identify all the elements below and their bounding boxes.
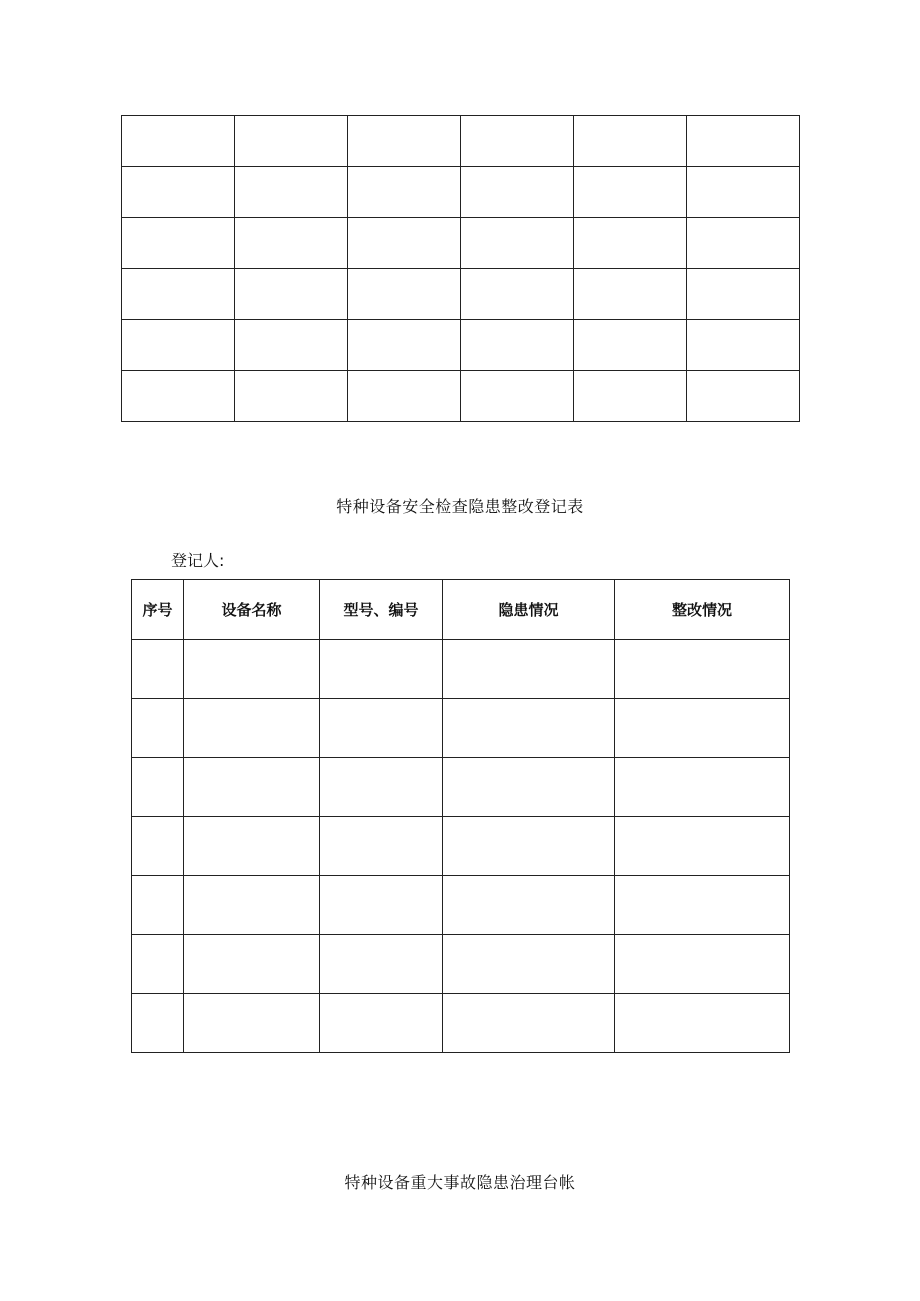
table-cell bbox=[122, 218, 235, 269]
table-cell bbox=[184, 876, 320, 935]
table-cell bbox=[615, 758, 790, 817]
column-header-equipment-name: 设备名称 bbox=[184, 580, 320, 640]
table-cell bbox=[461, 371, 574, 422]
table-cell bbox=[320, 640, 443, 699]
registrar-label: 登记人: bbox=[171, 551, 225, 570]
table-header-row bbox=[132, 580, 790, 640]
table-row bbox=[132, 758, 790, 817]
table-cell bbox=[443, 935, 615, 994]
table-cell bbox=[348, 167, 461, 218]
table-cell bbox=[122, 269, 235, 320]
table-row bbox=[132, 817, 790, 876]
table-cell bbox=[348, 269, 461, 320]
table-cell bbox=[235, 218, 348, 269]
table-cell bbox=[687, 371, 800, 422]
table-cell bbox=[687, 167, 800, 218]
table-cell bbox=[461, 167, 574, 218]
table-cell bbox=[132, 994, 184, 1053]
rectification-table bbox=[131, 579, 790, 1053]
table-cell bbox=[235, 320, 348, 371]
table-row bbox=[132, 699, 790, 758]
table-cell bbox=[132, 876, 184, 935]
table-cell bbox=[615, 640, 790, 699]
table-cell bbox=[461, 116, 574, 167]
table-cell bbox=[348, 320, 461, 371]
table-cell bbox=[122, 371, 235, 422]
table-row bbox=[132, 640, 790, 699]
table-row bbox=[122, 320, 800, 371]
table-cell bbox=[235, 371, 348, 422]
table-cell bbox=[461, 269, 574, 320]
table-cell bbox=[687, 218, 800, 269]
table-row bbox=[122, 269, 800, 320]
table-cell bbox=[574, 269, 687, 320]
table-cell bbox=[687, 269, 800, 320]
table-cell bbox=[574, 320, 687, 371]
table-cell bbox=[184, 758, 320, 817]
table-cell bbox=[184, 817, 320, 876]
table-cell bbox=[320, 935, 443, 994]
table-cell bbox=[320, 994, 443, 1053]
table-cell bbox=[122, 320, 235, 371]
table-cell bbox=[320, 758, 443, 817]
ledger-title: 特种设备重大事故隐患治理台帐 bbox=[344, 1173, 576, 1192]
table-cell bbox=[443, 994, 615, 1053]
table-cell bbox=[184, 935, 320, 994]
table-cell bbox=[132, 699, 184, 758]
table-cell bbox=[348, 218, 461, 269]
table-row bbox=[122, 218, 800, 269]
table-cell bbox=[320, 876, 443, 935]
column-header-rectification-status: 整改情况 bbox=[615, 580, 790, 640]
table-cell bbox=[687, 116, 800, 167]
table-cell bbox=[615, 935, 790, 994]
table-row bbox=[122, 167, 800, 218]
table-row bbox=[132, 876, 790, 935]
table-cell bbox=[461, 320, 574, 371]
table-row bbox=[122, 371, 800, 422]
table-row bbox=[132, 994, 790, 1053]
table-cell bbox=[184, 994, 320, 1053]
table-cell bbox=[443, 758, 615, 817]
column-header-serial-no: 序号 bbox=[132, 580, 184, 640]
table-cell bbox=[615, 876, 790, 935]
table-cell bbox=[443, 640, 615, 699]
table-cell bbox=[184, 640, 320, 699]
rectification-form-title: 特种设备安全检查隐患整改登记表 bbox=[336, 497, 584, 516]
table-cell bbox=[574, 218, 687, 269]
table-cell bbox=[443, 817, 615, 876]
table-cell bbox=[461, 218, 574, 269]
column-header-model-number: 型号、编号 bbox=[320, 580, 443, 640]
table-cell bbox=[574, 167, 687, 218]
table-row bbox=[132, 935, 790, 994]
table-cell bbox=[348, 116, 461, 167]
table-cell bbox=[443, 699, 615, 758]
table-cell bbox=[122, 167, 235, 218]
table-cell bbox=[320, 817, 443, 876]
table-cell bbox=[235, 269, 348, 320]
table-cell bbox=[122, 116, 235, 167]
table-cell bbox=[615, 817, 790, 876]
table-cell bbox=[320, 699, 443, 758]
table-cell bbox=[348, 371, 461, 422]
table-cell bbox=[184, 699, 320, 758]
blank-grid-table bbox=[121, 115, 800, 422]
table-row bbox=[122, 116, 800, 167]
table-cell bbox=[687, 320, 800, 371]
table-cell bbox=[443, 876, 615, 935]
table-cell bbox=[235, 116, 348, 167]
table-cell bbox=[235, 167, 348, 218]
table-cell bbox=[574, 116, 687, 167]
column-header-hazard-status: 隐患情况 bbox=[443, 580, 615, 640]
table-cell bbox=[615, 699, 790, 758]
table-cell bbox=[132, 640, 184, 699]
table-cell bbox=[132, 935, 184, 994]
table-cell bbox=[615, 994, 790, 1053]
table-cell bbox=[574, 371, 687, 422]
table-cell bbox=[132, 817, 184, 876]
table-cell bbox=[132, 758, 184, 817]
